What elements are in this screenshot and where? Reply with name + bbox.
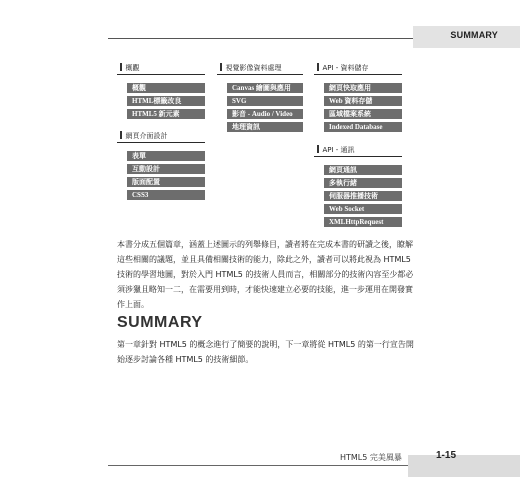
topic-item: Indexed Database <box>324 122 402 132</box>
footer-rule <box>108 465 408 466</box>
footer-tab <box>408 455 520 477</box>
topic-item: Web 資料存儲 <box>324 96 402 106</box>
topic-item: Web Socket <box>324 204 402 214</box>
group-heading <box>314 62 402 75</box>
group-item-list <box>127 151 205 200</box>
group-heading-label: API - 資料儲存 <box>322 64 369 72</box>
topic-item: 區域檔案系統 <box>324 109 402 119</box>
topic-item: CSS3 <box>127 190 205 200</box>
topic-item: 表單 <box>127 151 205 161</box>
topic-item: Canvas 繪圖與應用 <box>227 83 303 93</box>
topic-item: 地理資訊 <box>227 122 303 132</box>
topic-item: XMLHttpRequest <box>324 217 402 227</box>
group-item-list <box>127 83 205 119</box>
topic-item: SVG <box>227 96 303 106</box>
topic-item: 伺服器推播技術 <box>324 191 402 201</box>
group-item-list <box>227 83 303 132</box>
group-heading-label: 網頁介面設計 <box>125 132 168 140</box>
topic-item: 網頁快取應用 <box>324 83 402 93</box>
group-item-list <box>324 165 402 227</box>
group-heading <box>117 62 205 75</box>
footer-book-title: HTML5 完美風暴 <box>340 453 402 462</box>
header-tab <box>413 26 520 48</box>
topic-group-api-storage <box>314 62 402 135</box>
topic-group-visual-media <box>217 62 303 135</box>
topic-item: HTML標籤改良 <box>127 96 205 106</box>
body-paragraph-intro: 本書分成五個篇章，涵蓋上述圖示的列舉條目，讀者將在完成本書的研讀之後，瞭解這些相關的議題，並且具備相關技術的能力，除此之外，讀者可以將此視為 HTML5 技術的學習地圖，對於入門 HTML5 的技術人員而言，相關部分的技術內容至少都必須涉獵且略知一二，在需要用到時，才能快速建立必要的技能，進一步運用在開發實作上面。 <box>117 240 414 309</box>
running-header-title: SUMMARY <box>450 30 498 40</box>
topic-item: 互動設計 <box>127 164 205 174</box>
group-heading <box>217 62 303 75</box>
group-heading-label: API - 通訊 <box>322 146 355 154</box>
topic-item: HTML5 新元素 <box>127 109 205 119</box>
group-heading <box>117 130 205 143</box>
topic-group-ui-design <box>117 130 205 203</box>
topic-group-api-communication <box>314 144 402 230</box>
topic-item: 概觀 <box>127 83 205 93</box>
topic-group-overview <box>117 62 205 122</box>
group-heading-label: 概觀 <box>125 64 140 72</box>
summary-heading: SUMMARY <box>117 314 203 331</box>
header-rule <box>108 38 413 39</box>
topic-item: 多執行緒 <box>324 178 402 188</box>
page-number: 1-15 <box>436 450 457 461</box>
topic-item: 網頁通訊 <box>324 165 402 175</box>
group-heading <box>314 144 402 157</box>
body-paragraph-summary: 第一章針對 HTML5 的概念進行了簡要的說明，下一章將從 HTML5 的第一行宣告開始逐步討論各種 HTML5 的技術細節。 <box>117 340 414 364</box>
topic-item: 影音 - Audio / Video <box>227 109 303 119</box>
group-heading-label: 視覺影像資料處理 <box>225 64 282 72</box>
group-item-list <box>324 83 402 132</box>
topic-item: 版面配置 <box>127 177 205 187</box>
